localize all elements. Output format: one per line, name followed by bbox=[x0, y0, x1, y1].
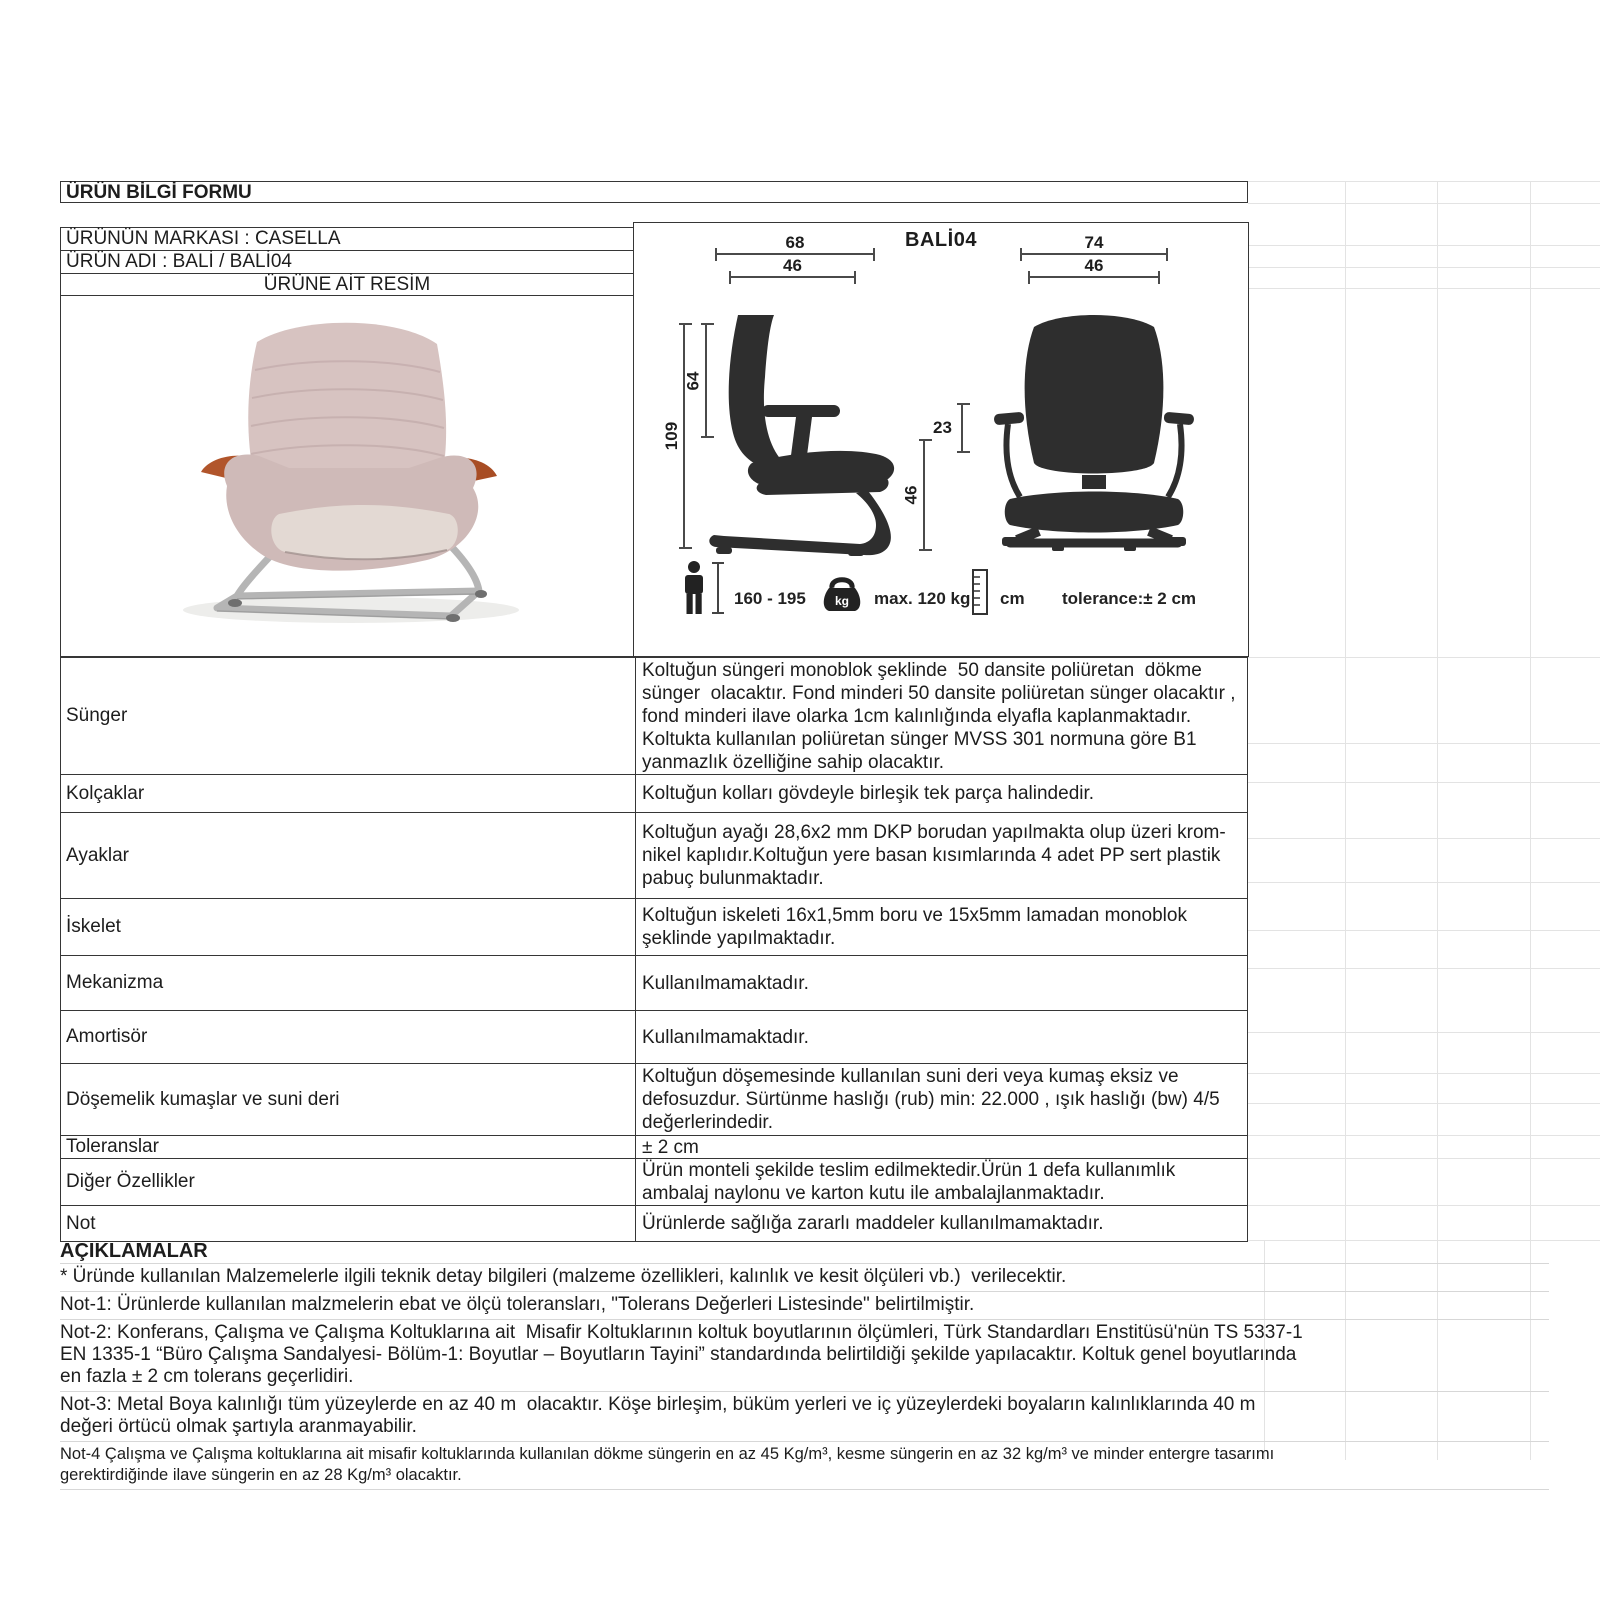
note-item: Not-4 Çalışma ve Çalışma koltuklarına ait misafir koltuklarında kullanılan dökme süngerin en az 45 Kg/m³, kesme süngerin en az 32 kg/m³ ve minder entergre tasarımı gerektirdiğinde ilave süngerin en az 28 Kg/m³ olacaktır. bbox=[60, 1442, 1549, 1490]
image-caption-cell bbox=[61, 274, 633, 296]
tolerance-label: tolerance:± 2 cm bbox=[1062, 589, 1197, 608]
spec-table bbox=[60, 657, 1248, 1242]
row-value: Koltuğun ayağı 28,6x2 mm DKP borudan yapılmakta olup üzeri krom-nikel kaplıdır.Koltuğun yere basan kısımlarında 4 adet PP sert plastik pabuç bulunmaktadır. bbox=[642, 822, 1226, 889]
note-item: Not-3: Metal Boya kalınlığı tüm yüzeylerde en az 40 m olacaktır. Köşe birleşim, büküm yerleri ve iç yüzeylerdeki boyaların kalınlıklarında 40 m değeri örtücü olmak şartıyla aranmayabilir. bbox=[60, 1392, 1549, 1442]
row-label: Diğer Özellikler bbox=[61, 1159, 636, 1205]
row-label: Ayaklar bbox=[61, 813, 636, 898]
row-label: Döşemelik kumaşlar ve suni deri bbox=[61, 1064, 636, 1135]
ruler-icon bbox=[972, 569, 989, 615]
row-label: İskelet bbox=[61, 899, 636, 955]
dim-seat-height: 46 bbox=[923, 439, 925, 551]
row-value: Koltuğun kolları gövdeyle birleşik tek parça halindedir. bbox=[642, 783, 1095, 804]
notes-section bbox=[60, 1240, 1549, 1490]
weight-icon bbox=[820, 573, 864, 613]
brand-text: ÜRÜNÜN MARKASI : CASELLA bbox=[66, 228, 341, 249]
product-name-cell bbox=[61, 251, 633, 274]
row-label: Toleranslar bbox=[61, 1136, 636, 1158]
row-label: Mekanizma bbox=[61, 956, 636, 1010]
row-value: Kullanılmamaktadır. bbox=[642, 1026, 809, 1048]
note-item: * Üründe kullanılan Malzemelerle ilgili teknik detay bilgileri (malzeme özellikleri, kalınlık ve kesit ölçüleri vb.) verilecektir. bbox=[60, 1264, 1549, 1292]
image-caption-text: ÜRÜNE AİT RESİM bbox=[263, 273, 431, 295]
person-icon bbox=[680, 561, 726, 615]
drawing-model-label: BALİ04 bbox=[905, 229, 977, 251]
dim-side-width-outer: 68 bbox=[715, 253, 875, 255]
technical-drawing-panel bbox=[633, 222, 1249, 657]
table-row bbox=[61, 813, 1247, 899]
chair-back bbox=[248, 323, 446, 478]
table-row bbox=[61, 956, 1247, 1011]
row-value: Koltuğun iskeleti 16x1,5mm boru ve 15x5mm lamadan monoblok şeklinde yapılmaktadır. bbox=[642, 905, 1193, 949]
row-value: Koltuğun süngeri monoblok şeklinde 50 dansite poliüretan dökme sünger olacaktır. Fond minderi 50 dansite poliüretan sünger olacaktır , fond minderi ilave olarka 1cm kalınlığında elyafla kaplanmaktadır. Koltukta kullanılan poliüretan sünger MVSS 301 normuna göre B1 yanmazlık özelliğine sahip olacaktır. bbox=[642, 659, 1241, 773]
seat-cushion bbox=[271, 505, 457, 559]
table-row bbox=[61, 1064, 1247, 1136]
note-item: Not-1: Ürünlerde kullanılan malzmelerin ebat ve ölçü toleransları, "Tolerans Değerleri Listesinde" belirtilmiştir. bbox=[60, 1292, 1549, 1320]
table-row bbox=[61, 1011, 1247, 1064]
notes-heading: AÇIKLAMALAR bbox=[60, 1240, 1549, 1264]
table-row bbox=[61, 1206, 1247, 1241]
dim-back-height: 64 bbox=[705, 323, 707, 438]
product-name-text: ÜRÜN ADI : BALİ / BALİ04 bbox=[66, 251, 292, 272]
svg-text:kg: kg bbox=[834, 594, 850, 608]
row-label: Not bbox=[61, 1206, 636, 1241]
row-value: ± 2 cm bbox=[642, 1136, 699, 1158]
front-view-silhouette bbox=[994, 313, 1194, 558]
dim-side-width-inner: 46 bbox=[729, 276, 856, 278]
product-header-block bbox=[60, 227, 634, 657]
row-value: Ürün monteli şekilde teslim edilmektedir.Ürün 1 defa kullanımlık ambalaj naylonu ve karton kutu ile ambalajlanmaktadır. bbox=[642, 1160, 1181, 1204]
note-item: Not-2: Konferans, Çalışma ve Çalışma Koltuklarına ait Misafir Koltuklarının koltuk boyutlarının ölçümleri, Türk Standardları Enstitüsü'nün TS 5337-1 EN 1335-1 “Büro Çalışma Sandalyesi- Bölüm-1: Boyutlar – Boyutların Tayini” standardında belirtildiği şekilde yapılacaktır. Koltuk genel boyutlarında en fazla ± 2 cm tolerans geçerlidiri. bbox=[60, 1320, 1549, 1392]
form-title-cell bbox=[60, 181, 1248, 203]
ruler-unit-label: cm bbox=[1000, 589, 1025, 608]
dim-arm-height: 23 bbox=[961, 403, 963, 453]
side-view-silhouette bbox=[700, 313, 905, 558]
row-value: Koltuğun döşemesinde kullanılan suni deri veya kumaş eksiz ve defosuzdur. Sürtünme haslığı (rub) min: 22.000 , ışık haslığı (bw) 4/5 değerlerindedir. bbox=[642, 1066, 1225, 1133]
max-weight-label: max. 120 kg bbox=[874, 589, 971, 608]
row-value: Kullanılmamaktadır. bbox=[642, 972, 809, 994]
person-range-label: 160 - 195 bbox=[734, 589, 806, 608]
row-value: Ürünlerde sağlığa zararlı maddeler kullanılmamaktadır. bbox=[642, 1213, 1104, 1234]
product-photo bbox=[139, 300, 559, 630]
table-row bbox=[61, 1136, 1247, 1159]
row-label: Amortisör bbox=[61, 1011, 636, 1063]
table-row bbox=[61, 899, 1247, 956]
table-row bbox=[61, 1159, 1247, 1206]
dim-total-height: 109 bbox=[683, 323, 685, 549]
brand-cell bbox=[61, 228, 633, 251]
product-photo-cell bbox=[61, 296, 633, 632]
row-label: Sünger bbox=[61, 658, 636, 774]
dim-front-width-inner: 46 bbox=[1028, 276, 1160, 278]
dim-front-width-outer: 74 bbox=[1020, 253, 1168, 255]
form-title: ÜRÜN BİLGİ FORMU bbox=[66, 182, 252, 203]
table-row bbox=[61, 658, 1247, 775]
table-row bbox=[61, 775, 1247, 813]
row-label: Kolçaklar bbox=[61, 775, 636, 812]
